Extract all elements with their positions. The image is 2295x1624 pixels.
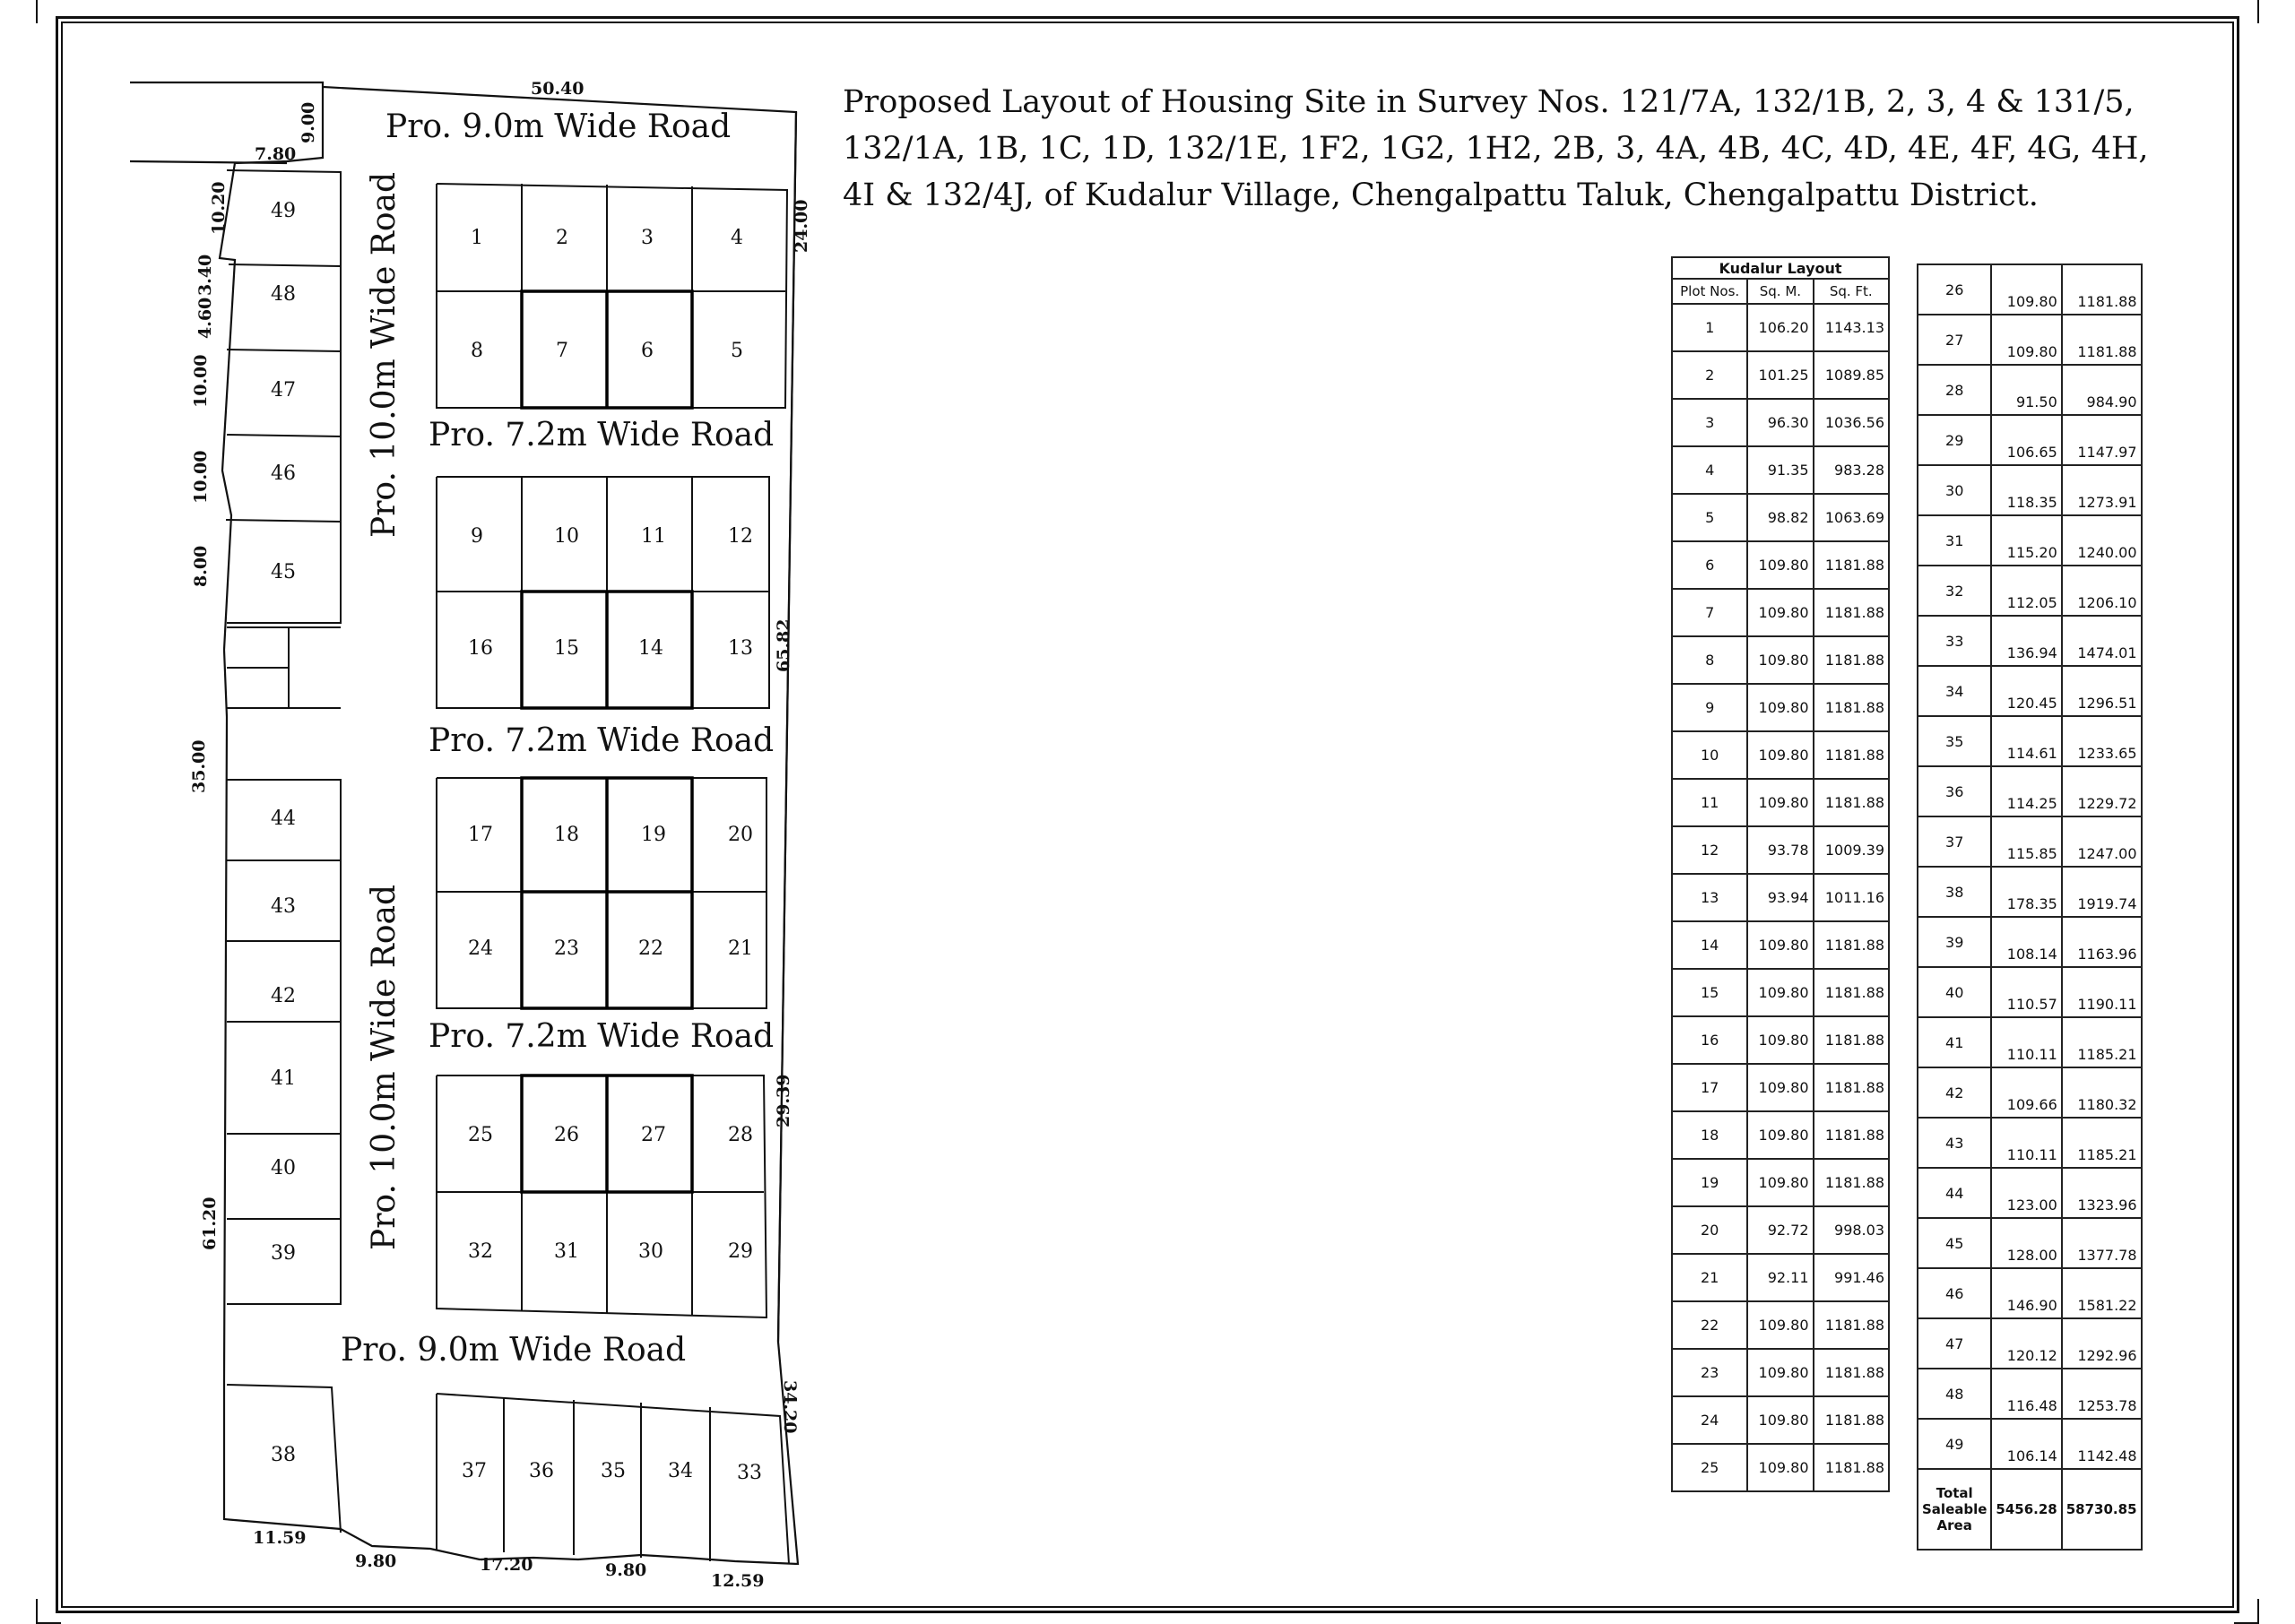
plot-label: 16 [468, 637, 493, 660]
table-row [1672, 589, 1889, 636]
dimension-label: 35.00 [189, 739, 209, 793]
sqft-cell: 1181.88 [2062, 264, 2142, 315]
dimension-label: 9.80 [355, 1551, 397, 1571]
table-row [1918, 1067, 2142, 1118]
table-row [1918, 515, 2142, 566]
plot-label: 43 [271, 895, 296, 918]
plot-no-cell: 4 [1672, 446, 1747, 494]
sqft-cell: 1181.88 [1814, 1444, 1890, 1491]
sqm-cell: 92.72 [1747, 1206, 1813, 1254]
plot-no-cell: 45 [1918, 1218, 1991, 1268]
table-row [1918, 415, 2142, 465]
plot-no-cell: 5 [1672, 494, 1747, 541]
table-row [1918, 365, 2142, 415]
plot-no-cell: 36 [1918, 766, 1991, 816]
plot-no-cell: 10 [1672, 731, 1747, 779]
table-header: Sq. M. [1747, 279, 1813, 304]
sqft-cell: 1190.11 [2062, 967, 2142, 1017]
table-row [1672, 1444, 1889, 1491]
sqft-cell: 1181.88 [1814, 1349, 1890, 1396]
sqft-cell: 1292.96 [2062, 1318, 2142, 1369]
sqm-cell: 123.00 [1991, 1168, 2061, 1218]
total-sqft: 58730.85 [2062, 1469, 2142, 1550]
table-row [1918, 666, 2142, 716]
plot-label: 17 [468, 824, 493, 846]
plot-label: 32 [468, 1240, 493, 1263]
table-row [1672, 1064, 1889, 1111]
dimension-label: 10.20 [209, 181, 229, 235]
sqft-cell: 1185.21 [2062, 1118, 2142, 1168]
sqm-cell: 109.80 [1747, 921, 1813, 969]
dimension-label: 29.39 [774, 1074, 793, 1127]
sqm-cell: 109.80 [1991, 264, 2061, 315]
sqft-cell: 1036.56 [1814, 399, 1890, 446]
plot-no-cell: 15 [1672, 969, 1747, 1016]
table-row [1918, 566, 2142, 616]
table-row [1672, 779, 1889, 826]
sqm-cell: 109.80 [1747, 1396, 1813, 1444]
table-row [1672, 541, 1889, 589]
dimension-label: 34.20 [780, 1380, 800, 1434]
sqft-cell: 1181.88 [1814, 1396, 1890, 1444]
sqft-cell: 1377.78 [2062, 1218, 2142, 1268]
plot-label: 48 [271, 283, 296, 306]
total-label: Total Saleable Area [1918, 1469, 1991, 1550]
plot-no-cell: 22 [1672, 1301, 1747, 1349]
plot-no-cell: 25 [1672, 1444, 1747, 1491]
table-row [1918, 967, 2142, 1017]
road-label-left-lower: Pro. 10.0m Wide Road [366, 884, 403, 1250]
plot-no-cell: 14 [1672, 921, 1747, 969]
sqm-cell: 109.80 [1747, 1016, 1813, 1064]
plot-label: 2 [556, 227, 568, 249]
sqft-cell: 1181.88 [1814, 1016, 1890, 1064]
plot-label: 25 [468, 1124, 493, 1146]
plot-label: 28 [728, 1124, 753, 1146]
table-row [1918, 716, 2142, 766]
plot-label: 1 [471, 227, 483, 249]
plot-no-cell: 24 [1672, 1396, 1747, 1444]
area-table-right [1917, 263, 2143, 1551]
plot-label: 40 [271, 1157, 296, 1179]
sqft-cell: 1181.88 [1814, 969, 1890, 1016]
sqm-cell: 106.14 [1991, 1419, 2061, 1469]
sqm-cell: 93.94 [1747, 874, 1813, 921]
table-row [1672, 494, 1889, 541]
plot-no-cell: 42 [1918, 1067, 1991, 1118]
dimension-label: 12.59 [711, 1571, 765, 1591]
dimension-label: 10.00 [191, 354, 211, 408]
sqm-cell: 98.82 [1747, 494, 1813, 541]
dimension-label: 24.00 [792, 199, 811, 253]
sqft-cell: 984.90 [2062, 365, 2142, 415]
plot-no-cell: 40 [1918, 967, 1991, 1017]
plot-numbers [271, 200, 762, 1484]
plot-label: 47 [271, 379, 296, 402]
plot-no-cell: 37 [1918, 816, 1991, 867]
table-row [1918, 616, 2142, 666]
plot-label: 6 [641, 340, 654, 362]
sqm-cell: 108.14 [1991, 917, 2061, 967]
plot-no-cell: 13 [1672, 874, 1747, 921]
sqft-cell: 983.28 [1814, 446, 1890, 494]
plot-label: 19 [641, 824, 666, 846]
sqm-cell: 114.61 [1991, 716, 2061, 766]
sqft-cell: 1273.91 [2062, 465, 2142, 515]
sqm-cell: 146.90 [1991, 1268, 2061, 1318]
plot-no-cell: 2 [1672, 351, 1747, 399]
table-row [1672, 1206, 1889, 1254]
table-row [1672, 399, 1889, 446]
table-caption: Kudalur Layout [1672, 257, 1889, 279]
sqm-cell: 109.80 [1747, 1064, 1813, 1111]
plot-no-cell: 49 [1918, 1419, 1991, 1469]
sqft-cell: 1163.96 [2062, 917, 2142, 967]
table-header: Plot Nos. [1672, 279, 1747, 304]
sqm-cell: 128.00 [1991, 1218, 2061, 1268]
plot-label: 33 [737, 1462, 762, 1484]
sqft-cell: 1323.96 [2062, 1168, 2142, 1218]
sqm-cell: 109.80 [1747, 1444, 1813, 1491]
plot-label: 8 [471, 340, 483, 362]
table-row [1918, 315, 2142, 365]
sqm-cell: 106.20 [1747, 304, 1813, 351]
plot-no-cell: 17 [1672, 1064, 1747, 1111]
table-row [1672, 921, 1889, 969]
road-label-bottom: Pro. 9.0m Wide Road [341, 1332, 687, 1369]
sqm-cell: 112.05 [1991, 566, 2061, 616]
plot-label: 3 [641, 227, 654, 249]
table-row [1672, 1301, 1889, 1349]
sqft-cell: 1181.88 [1814, 684, 1890, 731]
sqm-cell: 178.35 [1991, 867, 2061, 917]
sqft-cell: 1253.78 [2062, 1369, 2142, 1419]
plot-label: 11 [641, 525, 666, 548]
plot-label: 21 [728, 937, 753, 960]
plot-label: 30 [638, 1240, 663, 1263]
sqm-cell: 120.45 [1991, 666, 2061, 716]
dimension-label: 65.82 [774, 618, 793, 672]
sqm-cell: 115.20 [1991, 515, 2061, 566]
plot-no-cell: 30 [1918, 465, 1991, 515]
table-row [1672, 1349, 1889, 1396]
table-header: Sq. Ft. [1814, 279, 1890, 304]
plot-label: 38 [271, 1444, 296, 1466]
road-label-mid2: Pro. 7.2m Wide Road [429, 722, 775, 759]
sqft-cell: 1233.65 [2062, 716, 2142, 766]
sqft-cell: 1142.48 [2062, 1419, 2142, 1469]
sqft-cell: 1181.88 [1814, 779, 1890, 826]
sqft-cell: 1089.85 [1814, 351, 1890, 399]
sqft-cell: 1581.22 [2062, 1268, 2142, 1318]
table-row [1918, 1168, 2142, 1218]
sqm-cell: 109.80 [1747, 731, 1813, 779]
plot-label: 41 [271, 1067, 296, 1090]
table-row [1672, 1254, 1889, 1301]
plot-label: 15 [554, 637, 579, 660]
plot-no-cell: 23 [1672, 1349, 1747, 1396]
plot-no-cell: 18 [1672, 1111, 1747, 1159]
plot-label: 4 [731, 227, 743, 249]
sqm-cell: 109.80 [1747, 636, 1813, 684]
table-row [1672, 874, 1889, 921]
table-row [1672, 731, 1889, 779]
sqft-cell: 1181.88 [1814, 1301, 1890, 1349]
plot-no-cell: 39 [1918, 917, 1991, 967]
sqm-cell: 109.66 [1991, 1067, 2061, 1118]
dimension-label: 17.20 [480, 1555, 533, 1575]
plot-label: 42 [271, 985, 296, 1007]
sqft-cell: 991.46 [1814, 1254, 1890, 1301]
plot-label: 26 [554, 1124, 579, 1146]
plot-label: 22 [638, 937, 663, 960]
table-row [1672, 446, 1889, 494]
plot-no-cell: 46 [1918, 1268, 1991, 1318]
sqft-cell: 1247.00 [2062, 816, 2142, 867]
plot-no-cell: 19 [1672, 1159, 1747, 1206]
sqm-cell: 109.80 [1747, 779, 1813, 826]
sqft-cell: 1240.00 [2062, 515, 2142, 566]
sqft-cell: 1180.32 [2062, 1067, 2142, 1118]
sqft-cell: 1919.74 [2062, 867, 2142, 917]
plot-label: 20 [728, 824, 753, 846]
plot-no-cell: 29 [1918, 415, 1991, 465]
area-table-left [1671, 256, 1890, 1492]
plot-no-cell: 26 [1918, 264, 1991, 315]
sqm-cell: 109.80 [1747, 1111, 1813, 1159]
table-row [1918, 1218, 2142, 1268]
plot-label: 29 [728, 1240, 753, 1263]
sqm-cell: 92.11 [1747, 1254, 1813, 1301]
plot-no-cell: 41 [1918, 1017, 1991, 1067]
plot-label: 27 [641, 1124, 666, 1146]
plot-no-cell: 47 [1918, 1318, 1991, 1369]
plot-label: 23 [554, 937, 579, 960]
plot-no-cell: 20 [1672, 1206, 1747, 1254]
plot-label: 46 [271, 462, 296, 485]
table-row [1918, 465, 2142, 515]
plot-no-cell: 48 [1918, 1369, 1991, 1419]
table-row [1918, 1419, 2142, 1469]
plot-label: 18 [554, 824, 579, 846]
sqm-cell: 109.80 [1747, 1301, 1813, 1349]
dimension-label: 61.20 [200, 1196, 220, 1250]
table-row [1672, 1016, 1889, 1064]
table-row [1672, 826, 1889, 874]
table-row [1918, 1017, 2142, 1067]
plot-no-cell: 11 [1672, 779, 1747, 826]
table-row [1672, 351, 1889, 399]
plot-no-cell: 9 [1672, 684, 1747, 731]
table-row [1672, 1159, 1889, 1206]
sqm-cell: 96.30 [1747, 399, 1813, 446]
table-row [1672, 1111, 1889, 1159]
sqm-cell: 91.35 [1747, 446, 1813, 494]
plot-no-cell: 6 [1672, 541, 1747, 589]
layout-title: Proposed Layout of Housing Site in Survey Nos. 121/7A, 132/1B, 2, 3, 4 & 131/5, 132/1A, 1B, 1C, 1D, 132/1E, 1F2, 1G2, 1H2, 2B, 3, 4A, 4B, 4C, 4D, 4E, 4F, 4G, 4H, 4I & 132/4J, of Kudalur Village, Chengalpattu Taluk, Chengalpattu District. [843, 84, 2149, 213]
dimension-label: 11.59 [253, 1528, 307, 1548]
sqft-cell: 1296.51 [2062, 666, 2142, 716]
plot-no-cell: 43 [1918, 1118, 1991, 1168]
table-row [1918, 264, 2142, 315]
plot-no-cell: 27 [1918, 315, 1991, 365]
dimension-label: 9.00 [299, 101, 318, 143]
table-row [1918, 816, 2142, 867]
plot-no-cell: 7 [1672, 589, 1747, 636]
plot-no-cell: 3 [1672, 399, 1747, 446]
plot-label: 14 [638, 637, 663, 660]
sqm-cell: 109.80 [1747, 541, 1813, 589]
sqm-cell: 115.85 [1991, 816, 2061, 867]
sqm-cell: 109.80 [1747, 1159, 1813, 1206]
sqm-cell: 109.80 [1747, 1349, 1813, 1396]
sqm-cell: 101.25 [1747, 351, 1813, 399]
sqm-cell: 110.11 [1991, 1017, 2061, 1067]
plot-no-cell: 1 [1672, 304, 1747, 351]
total-sqm: 5456.28 [1991, 1469, 2061, 1550]
sqm-cell: 114.25 [1991, 766, 2061, 816]
plot-label: 39 [271, 1242, 296, 1265]
table-row [1672, 684, 1889, 731]
plot-no-cell: 16 [1672, 1016, 1747, 1064]
sqft-cell: 1181.88 [1814, 731, 1890, 779]
dimension-label: 4.60 [195, 297, 215, 339]
table-row [1918, 1369, 2142, 1419]
table-row [1672, 969, 1889, 1016]
plot-no-cell: 35 [1918, 716, 1991, 766]
plot-no-cell: 12 [1672, 826, 1747, 874]
sqm-cell: 106.65 [1991, 415, 2061, 465]
dimension-label: 7.80 [255, 144, 297, 164]
table-row [1918, 1318, 2142, 1369]
plot-label: 5 [731, 340, 743, 362]
plot-no-cell: 28 [1918, 365, 1991, 415]
dimension-label: 50.40 [531, 79, 585, 99]
sqm-cell: 136.94 [1991, 616, 2061, 666]
sqft-cell: 1009.39 [1814, 826, 1890, 874]
plot-label: 12 [728, 525, 753, 548]
plot-label: 13 [728, 637, 753, 660]
sqft-cell: 1063.69 [1814, 494, 1890, 541]
plot-label: 44 [271, 808, 296, 830]
plot-label: 24 [468, 937, 493, 960]
road-label-left-upper: Pro. 10.0m Wide Road [366, 171, 403, 538]
dimension-label: 10.00 [191, 450, 211, 504]
sqft-cell: 1181.88 [2062, 315, 2142, 365]
sqft-cell: 1143.13 [1814, 304, 1890, 351]
sqft-cell: 1181.88 [1814, 589, 1890, 636]
sqft-cell: 1181.88 [1814, 541, 1890, 589]
dimension-label: 3.40 [195, 254, 215, 296]
sqm-cell: 93.78 [1747, 826, 1813, 874]
sqft-cell: 998.03 [1814, 1206, 1890, 1254]
plot-label: 7 [556, 340, 568, 362]
plot-label: 37 [462, 1460, 487, 1482]
table-row [1918, 867, 2142, 917]
sqm-cell: 120.12 [1991, 1318, 2061, 1369]
sqft-cell: 1229.72 [2062, 766, 2142, 816]
plot-no-cell: 38 [1918, 867, 1991, 917]
sqm-cell: 118.35 [1991, 465, 2061, 515]
plot-no-cell: 8 [1672, 636, 1747, 684]
dimension-label: 8.00 [191, 545, 211, 587]
plot-no-cell: 32 [1918, 566, 1991, 616]
plot-label: 10 [554, 525, 579, 548]
sqm-cell: 109.80 [1747, 684, 1813, 731]
plot-label: 31 [554, 1240, 579, 1263]
road-label-mid3: Pro. 7.2m Wide Road [429, 1018, 775, 1055]
table-row [1918, 1268, 2142, 1318]
plot-label: 9 [471, 525, 483, 548]
table-row [1672, 636, 1889, 684]
plot-label: 35 [601, 1460, 626, 1482]
sqft-cell: 1181.88 [1814, 1111, 1890, 1159]
plot-label: 45 [271, 561, 296, 583]
sqft-cell: 1147.97 [2062, 415, 2142, 465]
table-row [1672, 304, 1889, 351]
sqft-cell: 1185.21 [2062, 1017, 2142, 1067]
sqft-cell: 1181.88 [1814, 921, 1890, 969]
plot-no-cell: 33 [1918, 616, 1991, 666]
plot-label: 36 [529, 1460, 554, 1482]
sqft-cell: 1011.16 [1814, 874, 1890, 921]
table-row [1672, 1396, 1889, 1444]
sqm-cell: 91.50 [1991, 365, 2061, 415]
sqm-cell: 116.48 [1991, 1369, 2061, 1419]
sqm-cell: 110.11 [1991, 1118, 2061, 1168]
plot-no-cell: 34 [1918, 666, 1991, 716]
sqm-cell: 109.80 [1747, 969, 1813, 1016]
dimension-label: 9.80 [605, 1560, 647, 1580]
plot-label: 34 [668, 1460, 693, 1482]
table-row [1918, 1118, 2142, 1168]
sqm-cell: 110.57 [1991, 967, 2061, 1017]
sqm-cell: 109.80 [1747, 589, 1813, 636]
plot-no-cell: 21 [1672, 1254, 1747, 1301]
sqm-cell: 109.80 [1991, 315, 2061, 365]
road-label-mid1: Pro. 7.2m Wide Road [429, 417, 775, 454]
sqft-cell: 1181.88 [1814, 636, 1890, 684]
sqft-cell: 1474.01 [2062, 616, 2142, 666]
road-label-top: Pro. 9.0m Wide Road [385, 108, 732, 145]
plot-no-cell: 44 [1918, 1168, 1991, 1218]
plot-no-cell: 31 [1918, 515, 1991, 566]
sqft-cell: 1181.88 [1814, 1064, 1890, 1111]
sqft-cell: 1206.10 [2062, 566, 2142, 616]
table-row [1918, 766, 2142, 816]
table-row [1918, 917, 2142, 967]
plot-label: 49 [271, 200, 296, 222]
sqft-cell: 1181.88 [1814, 1159, 1890, 1206]
